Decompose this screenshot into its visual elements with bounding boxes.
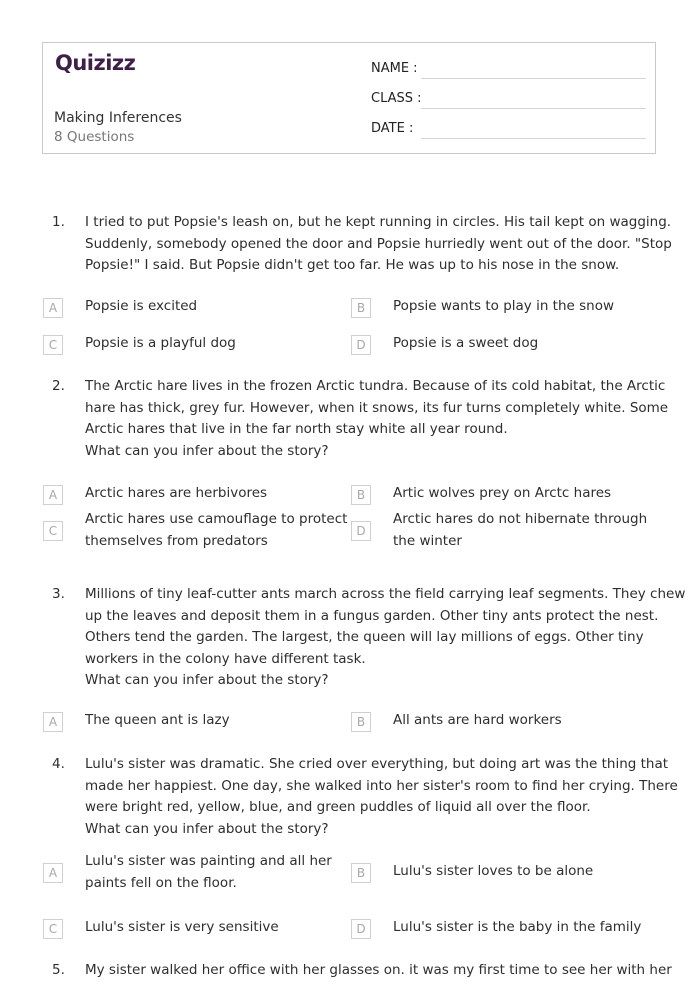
option-text-line: Popsie is a sweet dog bbox=[393, 335, 539, 351]
option-text-line: Arctic hares use camouflage to protect bbox=[85, 511, 348, 527]
option-text-line: Lulu's sister is the baby in the family bbox=[393, 919, 642, 935]
option-text-line: Arctic hares do not hibernate through bbox=[393, 511, 648, 527]
option-letter-box: A bbox=[43, 712, 63, 732]
question-text-line: My sister walked her office with her glasses on. it was my first time to see her with her bbox=[85, 962, 672, 978]
question-text-line: Arctic hares that live in the far north stay white all year round. bbox=[85, 421, 508, 437]
option-letter-box: B bbox=[351, 298, 371, 318]
option-text-line: Popsie wants to play in the snow bbox=[393, 298, 615, 314]
question-text bbox=[85, 212, 672, 277]
question-text bbox=[85, 960, 672, 982]
question-text-line: hare has thick, grey fur. However, when it snows, its fur turns completely white. Some bbox=[85, 399, 669, 416]
option-letter-box: B bbox=[351, 485, 371, 505]
question-text bbox=[85, 754, 678, 840]
question-text-line: Suddenly, somebody opened the door and Popsie hurriedly went out of the door. "Stop bbox=[85, 235, 672, 252]
option-letter-box: A bbox=[43, 485, 63, 505]
question-text-line: workers in the colony have different task. bbox=[85, 650, 366, 667]
option-text bbox=[85, 483, 267, 505]
worksheet-title: Making Inferences bbox=[54, 110, 182, 126]
question-text-line: made her happiest. One day, she walked into her sister's room to find her crying. There bbox=[85, 777, 678, 794]
question-text-line: Others tend the garden. The largest, the queen will lay millions of eggs. Other tiny bbox=[85, 629, 644, 645]
option-text bbox=[393, 710, 562, 732]
option-text-line: Lulu's sister was painting and all her bbox=[85, 853, 332, 869]
option-letter-box: C bbox=[43, 335, 63, 355]
class-label: CLASS : bbox=[371, 91, 422, 106]
option-text bbox=[85, 851, 332, 894]
option-text bbox=[393, 509, 647, 552]
option-text-line: Lulu's sister is very sensitive bbox=[85, 919, 279, 935]
option-text-line: paints fell on the floor. bbox=[85, 874, 237, 891]
question-text-line: were bright red, yellow, blue, and green puddles of liquid all over the floor. bbox=[85, 799, 591, 815]
option-text-line: the winter bbox=[393, 532, 462, 549]
option-letter-box: C bbox=[43, 919, 63, 939]
question-text bbox=[85, 376, 669, 462]
question-text-line: What can you infer about the story? bbox=[85, 672, 329, 688]
worksheet-header bbox=[42, 42, 656, 154]
option-text bbox=[85, 509, 347, 552]
option-text bbox=[85, 333, 236, 355]
option-text-line: The queen ant is lazy bbox=[85, 712, 230, 728]
option-text bbox=[85, 917, 279, 939]
option-letter-box: B bbox=[351, 863, 371, 883]
question-text bbox=[85, 584, 686, 692]
option-text bbox=[85, 710, 230, 732]
quizizz-logo: Quizizz bbox=[55, 51, 136, 75]
option-letter-box: D bbox=[351, 919, 371, 939]
question-text-line: up the leaves and deposit them in a fungus garden. Other tiny ants protect the nest. bbox=[85, 607, 659, 624]
question-text-line: I tried to put Popsie's leash on, but he kept running in circles. His tail kept on wagging. bbox=[85, 214, 672, 230]
question-number: 2. bbox=[52, 378, 65, 394]
option-text-line: All ants are hard workers bbox=[393, 712, 562, 728]
option-text bbox=[393, 333, 538, 355]
question-count: 8 Questions bbox=[54, 129, 135, 145]
question-number: 3. bbox=[52, 586, 65, 602]
option-letter-box: B bbox=[351, 712, 371, 732]
option-text-line: Artic wolves prey on Arctc hares bbox=[393, 485, 612, 501]
question-number: 4. bbox=[52, 756, 65, 772]
option-text bbox=[85, 296, 197, 318]
option-letter-box: A bbox=[43, 863, 63, 883]
question-text-line: Lulu's sister was dramatic. She cried over everything, but doing art was the thing that bbox=[85, 756, 669, 772]
question-number: 5. bbox=[52, 962, 65, 978]
question-text-line: The Arctic hare lives in the frozen Arctic tundra. Because of its cold habitat, the Arctic bbox=[85, 378, 666, 394]
option-text bbox=[393, 483, 611, 505]
date-label: DATE : bbox=[371, 121, 414, 136]
option-letter-box: D bbox=[351, 521, 371, 541]
class-line bbox=[421, 108, 646, 109]
name-label: NAME : bbox=[371, 61, 418, 76]
question-text-line: Popsie!" I said. But Popsie didn't get too far. He was up to his nose in the snow. bbox=[85, 257, 620, 273]
option-letter-box: D bbox=[351, 335, 371, 355]
option-letter-box: A bbox=[43, 298, 63, 318]
option-text bbox=[393, 917, 641, 939]
question-text-line: What can you infer about the story? bbox=[85, 442, 329, 459]
option-letter-box: C bbox=[43, 521, 63, 541]
name-line bbox=[421, 78, 646, 79]
question-text-line: Millions of tiny leaf-cutter ants march across the field carrying leaf segments. They chew bbox=[85, 586, 686, 602]
date-line bbox=[421, 138, 646, 139]
option-text bbox=[393, 861, 593, 883]
option-text-line: Popsie is excited bbox=[85, 298, 198, 314]
option-text bbox=[393, 296, 614, 318]
option-text-line: themselves from predators bbox=[85, 532, 268, 549]
option-text-line: Arctic hares are herbivores bbox=[85, 485, 268, 501]
option-text-line: Lulu's sister loves to be alone bbox=[393, 863, 594, 879]
question-text-line: What can you infer about the story? bbox=[85, 820, 329, 837]
question-number: 1. bbox=[52, 214, 65, 230]
option-text-line: Popsie is a playful dog bbox=[85, 335, 236, 351]
